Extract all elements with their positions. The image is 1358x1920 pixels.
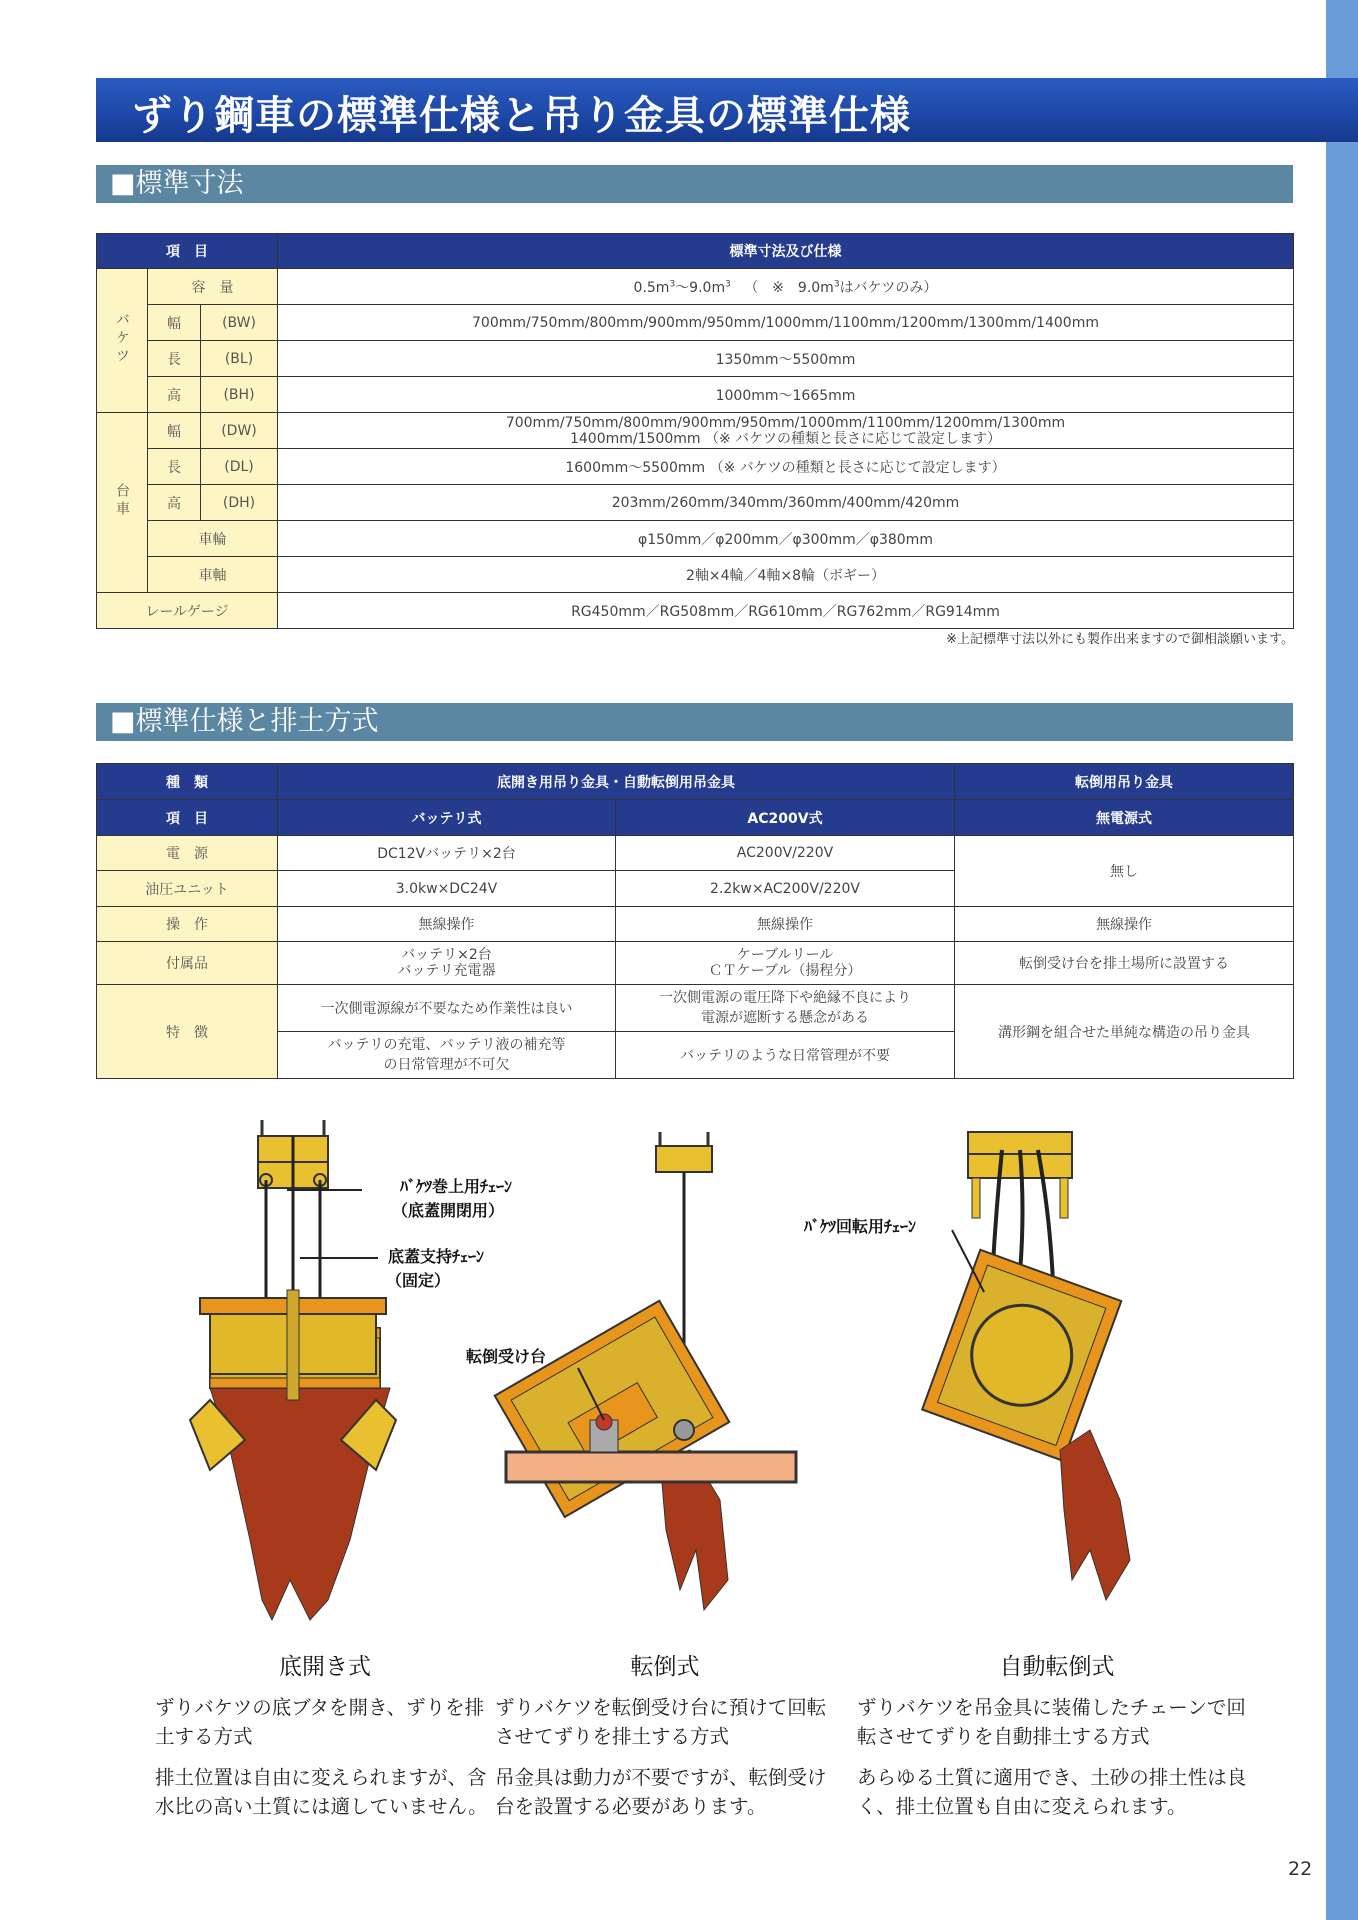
capacity-value: $0.5m^3$〜$9.0m^3$ （ ※ $9.0m^3$はバケツのみ） — [278, 269, 1294, 305]
row-label: 長 — [148, 341, 201, 377]
caption-text: ずりバケツの底ブタを開き、ずりを排土する方式 — [155, 1696, 485, 1748]
caption-title: 底開き式 — [279, 1654, 371, 1680]
bucket-group-label: バケツ — [97, 269, 148, 413]
header-kind-a: 底開き用吊り金具・自動転倒用吊金具 — [278, 764, 955, 800]
dimensions-note: ※上記標準寸法以外にも製作出来ますので御相談願います。 — [946, 632, 1294, 647]
row-value: 203mm/260mm/340mm/360mm/400mm/420mm — [278, 485, 1294, 521]
row-label: 高 — [148, 377, 201, 413]
row-label: 幅 — [148, 305, 201, 341]
page-number: 22 — [1288, 1858, 1313, 1880]
table-row — [97, 557, 1294, 593]
cell: 無線操作 — [955, 907, 1294, 942]
caption-tipping — [495, 1648, 835, 1833]
header-none: 無電源式 — [955, 800, 1294, 836]
table-row — [97, 341, 1294, 377]
auto-tipping-figure — [790, 1120, 1160, 1620]
header-item: 項 目 — [97, 800, 278, 836]
row-label: 高 — [148, 485, 201, 521]
cell: バッテリ×2台 バッテリ充電器 — [278, 942, 616, 985]
table-row — [97, 907, 1294, 942]
row-label: 車輪 — [148, 521, 278, 557]
row-label: 操 作 — [97, 907, 278, 942]
chain-support-sublabel: （固定） — [386, 1271, 451, 1290]
table-row — [97, 942, 1294, 985]
caption-text: あらゆる土質に適用でき、土砂の排土性は良く、排土位置も自由に変えられます。 — [857, 1766, 1247, 1818]
cell: AC200V/220V — [616, 836, 955, 871]
row-label: 容 量 — [148, 269, 278, 305]
row-code: (BW) — [201, 305, 278, 341]
cell: 溝形鋼を組合せた単純な構造の吊り金具 — [955, 985, 1294, 1079]
cell: 無線操作 — [278, 907, 616, 942]
dimensions-table — [96, 233, 1294, 629]
header-ac: AC200V式 — [616, 800, 955, 836]
cell: 2.2kw×AC200V/220V — [616, 871, 955, 907]
header-kind: 種 類 — [97, 764, 278, 800]
spec-table — [96, 763, 1294, 1079]
table-row — [97, 836, 1294, 871]
table-row — [97, 377, 1294, 413]
rotate-chain-label: ﾊﾞｹﾂ回転用ﾁｪｰﾝ — [804, 1217, 917, 1236]
cell: 一次側電源の電圧降下や絶縁不良により 電源が遮断する懸念がある — [616, 985, 955, 1032]
cell: 一次側電源線が不要なため作業性は良い — [278, 985, 616, 1032]
section-title: ■標準仕様と排土方式 — [110, 706, 379, 737]
caption-title: 自動転倒式 — [999, 1654, 1115, 1680]
table-row — [97, 449, 1294, 485]
caption-text: ずりバケツを吊金具に装備したチェーンで回転させてずりを自動排土する方式 — [857, 1696, 1246, 1748]
row-code: (DH) — [201, 485, 278, 521]
cell: DC12Vバッテリ×2台 — [278, 836, 616, 871]
cart-group-label: 台車 — [97, 413, 148, 593]
row-label: 電 源 — [97, 836, 278, 871]
header-battery: バッテリ式 — [278, 800, 616, 836]
row-code: (BL) — [201, 341, 278, 377]
row-code: (DL) — [201, 449, 278, 485]
row-value: 1000mm〜1665mm — [278, 377, 1294, 413]
row-value: 1600mm〜5500mm （※ バケツの種類と長さに応じて設定します） — [278, 449, 1294, 485]
caption-text: 排土位置は自由に変えられますが、含水比の高い土質には適していません。 — [155, 1766, 488, 1818]
row-label: 特 徴 — [97, 985, 278, 1079]
caption-text: 吊金具は動力が不要ですが、転倒受け台を設置する必要があります。 — [495, 1766, 827, 1818]
tip-stand-label: 転倒受け台 — [466, 1347, 547, 1366]
row-value: φ150mm／φ200mm／φ300mm／φ380mm — [278, 521, 1294, 557]
table-header-row — [97, 764, 1294, 800]
row-code: (DW) — [201, 413, 278, 449]
row-value: RG450mm／RG508mm／RG610mm／RG762mm／RG914mm — [278, 593, 1294, 629]
row-label: レールゲージ — [97, 593, 278, 629]
header-item: 項 目 — [97, 234, 278, 269]
row-code: (BH) — [201, 377, 278, 413]
row-value: 700mm/750mm/800mm/900mm/950mm/1000mm/1100mm/1200mm/1300mm/1400mm — [278, 305, 1294, 341]
table-row — [97, 485, 1294, 521]
caption-auto-tipping — [857, 1648, 1257, 1833]
table-row — [97, 593, 1294, 629]
page-title: ずり鋼車の標準仕様と吊り金具の標準仕様 — [132, 93, 911, 139]
tipping-figure — [460, 1120, 810, 1620]
cell: 3.0kw×DC24V — [278, 871, 616, 907]
row-label: 油圧ユニット — [97, 871, 278, 907]
section-title: ■標準寸法 — [110, 168, 244, 199]
row-value: 2軸×4輪／4軸×8輪（ボギー） — [278, 557, 1294, 593]
page-title-bar — [96, 78, 1358, 142]
caption-bottom-opening — [155, 1648, 495, 1833]
cell: 転倒受け台を排土場所に設置する — [955, 942, 1294, 985]
table-row — [97, 985, 1294, 1032]
row-label: 幅 — [148, 413, 201, 449]
table-row — [97, 269, 1294, 305]
cell: バッテリのような日常管理が不要 — [616, 1032, 955, 1079]
chain-lift-label: ﾊﾞｹﾂ巻上用ﾁｪｰﾝ — [400, 1177, 513, 1196]
table-header-row — [97, 800, 1294, 836]
row-value: 700mm/750mm/800mm/900mm/950mm/1000mm/1100mm/1200mm/1300mm 1400mm/1500mm （※ バケツの種類と長さに応じて設定します） — [278, 413, 1294, 449]
section-header-spec — [96, 703, 1293, 741]
caption-title: 転倒式 — [630, 1654, 700, 1680]
header-spec: 標準寸法及び仕様 — [278, 234, 1294, 269]
cell: ケーブルリール ＣＴケーブル（揚程分） — [616, 942, 955, 985]
header-kind-b: 転倒用吊り金具 — [955, 764, 1294, 800]
table-row — [97, 521, 1294, 557]
row-label: 付属品 — [97, 942, 278, 985]
cell: 無し — [955, 836, 1294, 907]
row-label: 車軸 — [148, 557, 278, 593]
table-row — [97, 413, 1294, 449]
caption-text: ずりバケツを転倒受け台に預けて回転させてずりを排土する方式 — [495, 1696, 827, 1748]
cell: バッテリの充電、バッテリ液の補充等 の日常管理が不可欠 — [278, 1032, 616, 1079]
table-header-row — [97, 234, 1294, 269]
section-header-dimensions — [96, 165, 1293, 203]
chain-lift-sublabel: （底蓋開閉用） — [392, 1201, 505, 1220]
table-row — [97, 305, 1294, 341]
side-accent-bar — [1326, 0, 1358, 1920]
cell: 無線操作 — [616, 907, 955, 942]
row-value: 1350mm〜5500mm — [278, 341, 1294, 377]
chain-support-label: 底蓋支持ﾁｪｰﾝ — [388, 1247, 485, 1266]
row-label: 長 — [148, 449, 201, 485]
